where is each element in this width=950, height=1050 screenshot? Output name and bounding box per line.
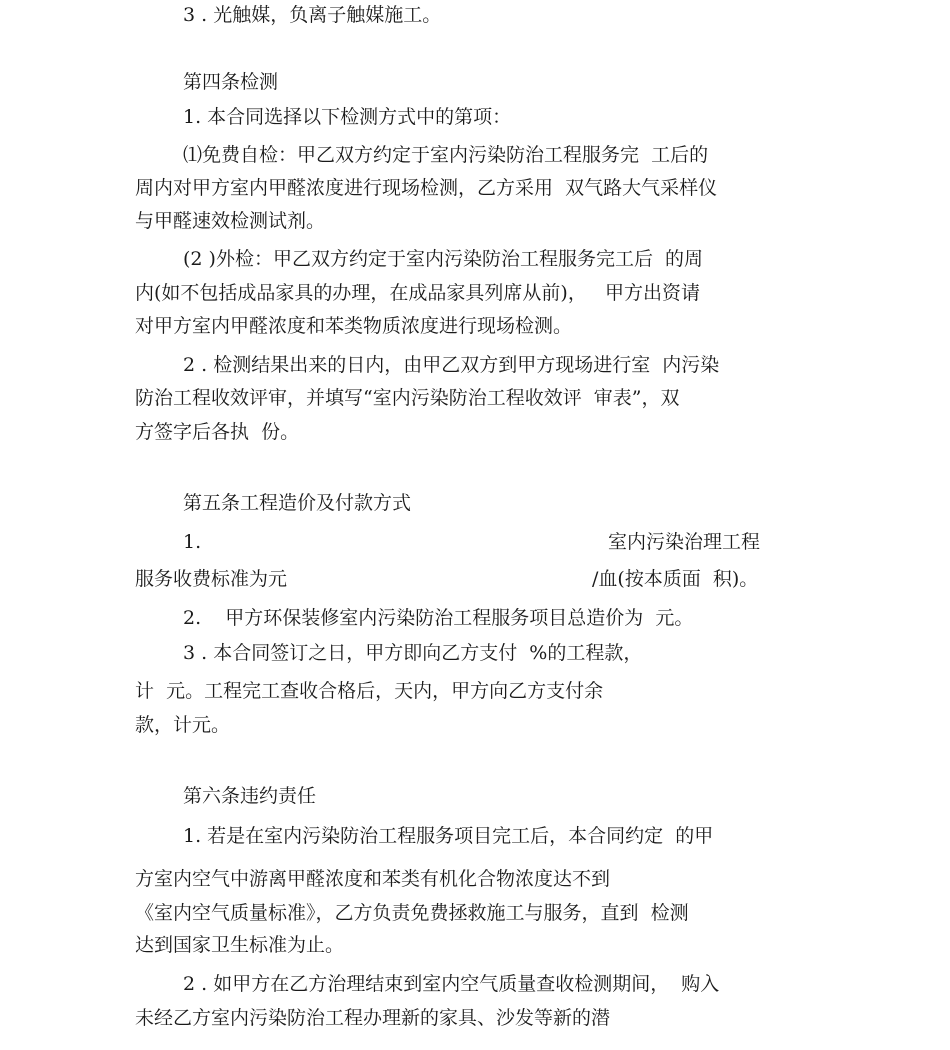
article4-paragraph: 防治工程收效评审，并填写“室内污染防治工程收效评 审表”，双 xyxy=(135,387,680,409)
article5-paragraph: 室内污染治理工程 xyxy=(608,531,761,553)
article4-paragraph: 2 . 检测结果出来的日内，由甲乙双方到甲方现场进行室 内污染 xyxy=(183,354,720,376)
article4-paragraph: 内(如不包括成品家具的办理，在成品家具列席从前)， 甲方出资请 xyxy=(135,282,700,304)
article4-paragraph: 与甲醛速效检测试剂。 xyxy=(135,210,326,232)
article6-paragraph: 1. 若是在室内污染防治工程服务项目完工后，本合同约定 的甲 xyxy=(183,825,714,847)
article4-heading: 第四条检测 xyxy=(183,71,279,93)
article6-paragraph: 2 . 如甲方在乙方治理结束到室内空气质量查收检测期间， 购入 xyxy=(183,973,720,995)
article5-paragraph: 2. 甲方环保装修室内污染防治工程服务项目总造价为 元。 xyxy=(183,607,694,629)
article6-paragraph: 未经乙方室内污染防治工程办理新的家具、沙发等新的潜 xyxy=(135,1007,611,1029)
article4-paragraph: 对甲方室内甲醛浓度和苯类物质浓度进行现场检测。 xyxy=(135,315,573,337)
article5-item-number: 1. xyxy=(183,531,202,553)
article4-paragraph: ⑴免费自检：甲乙双方约定于室内污染防治工程服务完 工后的 xyxy=(183,144,709,166)
article4-paragraph: 方签字后各执 份。 xyxy=(135,421,300,443)
item-photocatalyst: 3 . 光触媒，负离子触媒施工。 xyxy=(183,4,442,26)
article6-paragraph: 《室内空气质量标准》，乙方负责免费拯救施工与服务，直到 检测 xyxy=(135,902,689,924)
article5-paragraph: 款，计元。 xyxy=(135,714,231,736)
article4-paragraph: (2 )外检：甲乙双方约定于室内污染防治工程服务完工后 的周 xyxy=(183,248,704,270)
article5-heading: 第五条工程造价及付款方式 xyxy=(183,492,412,514)
article4-paragraph: 1. 本合同选择以下检测方式中的第项： xyxy=(183,106,512,128)
article5-paragraph: 服务收费标准为元 xyxy=(135,568,288,590)
article5-paragraph: 3 . 本合同签订之日，甲方即向乙方支付 %的工程款， xyxy=(183,642,643,664)
article6-heading: 第六条违约责任 xyxy=(183,785,317,807)
article6-paragraph: 达到国家卫生标准为止。 xyxy=(135,934,345,956)
article6-paragraph: 方室内空气中游离甲醛浓度和苯类有机化合物浓度达不到 xyxy=(135,868,611,890)
article5-paragraph: /血(按本质面 积)。 xyxy=(592,568,759,590)
article4-paragraph: 周内对甲方室内甲醛浓度进行现场检测，乙方采用 双气路大气采样仪 xyxy=(135,177,718,199)
article5-paragraph: 计 元。工程完工查收合格后，天内，甲方向乙方支付余 xyxy=(135,680,604,702)
